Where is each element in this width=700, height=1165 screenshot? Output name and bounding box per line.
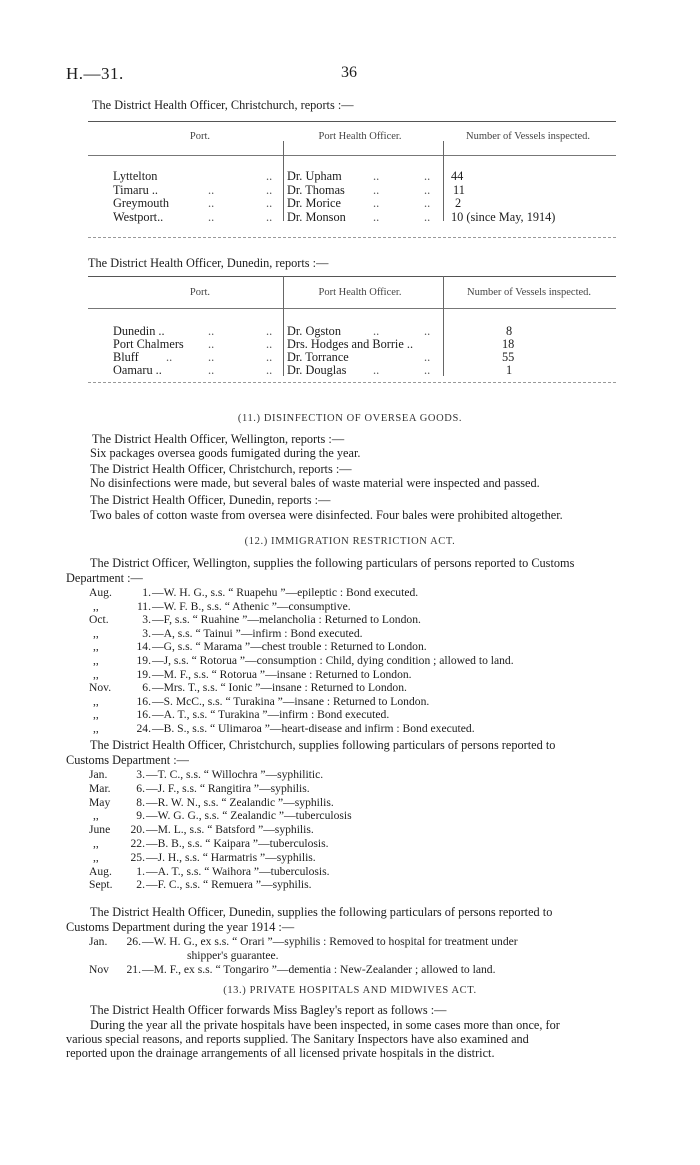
case-text: —A, s.s. “ Tainui ”—infirm : Bond executed. xyxy=(152,626,363,640)
section-heading-private-hospitals: (13.) PRIVATE HOSPITALS AND MIDWIVES ACT. xyxy=(223,985,477,996)
case-text: —A. T., s.s. “ Turakina ”—infirm : Bond executed. xyxy=(152,708,390,722)
paragraph-line: Two bales of cotton waste from oversea were disinfected. Four bales were prohibited altogether. xyxy=(90,508,563,522)
case-month: ,, xyxy=(93,599,99,613)
case-day: 24. xyxy=(136,722,151,735)
case-day: 3. xyxy=(142,626,151,640)
case-day: 16. xyxy=(136,694,151,708)
case-day: 2. xyxy=(136,878,145,892)
case-entry xyxy=(89,708,690,722)
case-month: ,, xyxy=(93,694,99,708)
case-entry xyxy=(89,640,690,654)
table-row: Port Chalmers .. .. Drs. Hodges and Borrie .. 18 xyxy=(113,337,515,351)
paragraph-line: The District Health Officer, Dunedin, reports :— xyxy=(90,493,331,507)
case-month: Aug. xyxy=(89,864,112,878)
case-day: 16. xyxy=(136,708,151,722)
case-entry xyxy=(89,782,690,796)
case-text: shipper's guarantee. xyxy=(187,949,279,962)
case-text: —W. H. G., ex s.s. “ Orari ”—syphilis : Removed to hospital for treatment under xyxy=(142,935,518,948)
case-day: 6. xyxy=(136,781,145,795)
case-text: —R. W. N., s.s. “ Zealandic ”—syphilis. xyxy=(146,795,334,809)
case-day: 1. xyxy=(136,864,145,878)
case-month: ,, xyxy=(93,708,99,722)
case-entry xyxy=(89,695,690,709)
column-header-port: Port. xyxy=(189,131,211,142)
officer-name: Dr. Douglas xyxy=(287,363,347,377)
case-day: 19. xyxy=(136,667,151,681)
case-month: ,, xyxy=(93,667,99,681)
paragraph-line: The District Health Officer, Christchurch, reports :— xyxy=(90,462,352,476)
dunedin-intro: The District Health Officer, Dunedin, reports :— xyxy=(88,256,329,270)
officer-name: Dr. Thomas xyxy=(287,183,345,197)
case-text: —J. F., s.s. “ Rangitira ”—syphilis. xyxy=(146,781,310,795)
officer-name: Dr. Ogston xyxy=(287,324,341,338)
case-text: —A. T., s.s. “ Waihora ”—tuberculosis. xyxy=(146,864,330,878)
case-month: ,, xyxy=(93,654,99,667)
case-text: —J. H., s.s. “ Harmatris ”—syphilis. xyxy=(146,850,316,864)
case-entry xyxy=(89,796,690,810)
paragraph-line: The District Health Officer, Wellington, reports :— xyxy=(92,432,345,446)
paragraph-line: Department :— xyxy=(66,571,143,585)
vessel-count: 44 xyxy=(451,169,464,183)
port-name: Timaru .. xyxy=(113,183,158,197)
table-row: Timaru .. .. .. Dr. Thomas .. .. 11 xyxy=(113,183,465,197)
table-row: Lyttelton .. Dr. Upham .. .. 44 xyxy=(113,169,464,183)
paragraph-line: Customs Department :— xyxy=(66,753,189,767)
port-name: Greymouth xyxy=(113,196,170,210)
case-text: —W. H. G., s.s. “ Ruapehu ”—epileptic : Bond executed. xyxy=(152,586,419,599)
paragraph-line: The District Officer, Wellington, supplies the following particulars of persons reported to Customs xyxy=(90,556,575,570)
case-entry xyxy=(89,586,690,600)
case-day: 26. xyxy=(126,935,141,948)
case-entry xyxy=(89,837,690,851)
section-heading-disinfection: (11.) DISINFECTION OF OVERSEA GOODS. xyxy=(237,413,463,424)
case-entry xyxy=(89,768,690,782)
paragraph-line: The District Health Officer, Christchurch, supplies following particulars of persons reported to xyxy=(90,738,556,752)
case-text: —T. C., s.s. “ Willochra ”—syphilitic. xyxy=(146,768,324,781)
case-text: —W. G. G., s.s. “ Zealandic ”—tuberculosis xyxy=(146,809,352,823)
case-month: Nov. xyxy=(89,681,112,695)
paragraph-line: Six packages oversea goods fumigated during the year. xyxy=(90,446,361,460)
table-row: Bluff .. .. .. Dr. Torrance .. 55 xyxy=(113,350,515,364)
paragraph-line: The District Health Officer forwards Miss Bagley's report as follows :— xyxy=(90,1003,447,1017)
case-text: —F. C., s.s. “ Remuera ”—syphilis. xyxy=(146,878,312,892)
case-month: Jan. xyxy=(89,768,108,781)
port-name: Bluff xyxy=(113,350,139,364)
port-name: Lyttelton xyxy=(113,169,158,183)
case-entry xyxy=(89,681,690,695)
table-row: Westport.. .. .. Dr. Monson .. .. 10 (since May, 1914) xyxy=(113,210,556,224)
case-entry xyxy=(89,963,690,977)
case-text: —Mrs. T., s.s. “ Ionic ”—insane : Returned to London. xyxy=(152,681,407,695)
column-header-officer: Port Health Officer. xyxy=(318,287,402,298)
case-entry xyxy=(89,654,690,668)
column-header-vessels: Number of Vessels inspected. xyxy=(466,287,592,298)
vessel-count: 55 xyxy=(502,350,515,364)
vessel-count: 10 (since May, 1914) xyxy=(451,210,556,224)
case-day: 3. xyxy=(142,613,151,627)
table-row: Oamaru .. .. .. Dr. Douglas .. .. 1 xyxy=(113,363,513,377)
case-entry xyxy=(89,865,690,879)
case-day: 3. xyxy=(136,768,145,781)
case-day: 14. xyxy=(136,640,151,654)
vessel-count: 2 xyxy=(455,196,462,210)
port-name: Port Chalmers xyxy=(113,337,184,351)
case-month: Aug. xyxy=(89,586,112,599)
case-day: 22. xyxy=(130,837,145,850)
case-day: 6. xyxy=(142,681,151,695)
case-month: May xyxy=(89,795,111,809)
case-month: ,, xyxy=(93,850,99,864)
paragraph-line: No disinfections were made, but several bales of waste material were inspected and passed. xyxy=(90,476,540,490)
case-month: Sept. xyxy=(89,878,113,892)
report-code: H.—31. xyxy=(66,64,124,83)
case-text: —F, s.s. “ Ruahine ”—melancholia : Returned to London. xyxy=(152,613,421,627)
case-text: —W. F. B., s.s. “ Athenic ”—consumptive. xyxy=(152,599,351,613)
case-text: —M. F., s.s. “ Rotorua ”—insane : Returned to London. xyxy=(152,667,412,681)
case-month: ,, xyxy=(93,722,99,735)
table-row: Greymouth .. .. Dr. Morice .. .. 2 xyxy=(113,196,462,210)
case-entry xyxy=(89,613,690,627)
case-entry xyxy=(89,722,690,736)
case-text: —M. F., ex s.s. “ Tongariro ”—dementia : New-Zealander ; allowed to land. xyxy=(142,963,496,976)
case-entry xyxy=(89,935,690,949)
officer-name: Drs. Hodges and Borrie .. xyxy=(287,337,414,351)
paragraph-line: Customs Department during the year 1914 :— xyxy=(66,920,295,934)
case-day: 9. xyxy=(136,809,145,823)
port-name: Westport.. xyxy=(113,210,164,224)
officer-name: Dr. Upham xyxy=(287,169,342,183)
paragraph-line: various special reasons, and reports supplied. The Sanitary Inspectors have also examined and xyxy=(66,1032,529,1046)
case-entry xyxy=(89,627,690,641)
case-day: 19. xyxy=(136,654,151,667)
case-entry xyxy=(89,949,690,963)
paragraph-line: During the year all the private hospitals have been inspected, in some cases more than once, for xyxy=(90,1018,560,1032)
paragraph-line: The District Health Officer, Dunedin, supplies the following particulars of persons reported to xyxy=(90,905,553,919)
table-row: Dunedin .. .. .. Dr. Ogston .. .. 8 xyxy=(113,324,513,338)
case-month: ,, xyxy=(93,640,99,654)
case-entry xyxy=(89,668,690,682)
christchurch-ports-table xyxy=(88,121,616,243)
case-day: 8. xyxy=(136,795,145,809)
port-name: Oamaru .. xyxy=(113,363,162,377)
case-text: —S. McC., s.s. “ Turakina ”—insane : Returned to London. xyxy=(152,694,430,708)
case-text: —G, s.s. “ Marama ”—chest trouble : Returned to London. xyxy=(152,640,427,654)
case-text: —M. L., s.s. “ Batsford ”—syphilis. xyxy=(146,823,314,837)
case-month: Nov xyxy=(89,963,109,976)
section-heading-immigration: (12.) IMMIGRATION RESTRICTION ACT. xyxy=(244,536,456,547)
case-day: 25. xyxy=(130,850,145,864)
case-day: 20. xyxy=(130,823,145,837)
officer-name: Dr. Torrance xyxy=(287,350,349,364)
column-header-officer: Port Health Officer. xyxy=(318,131,402,142)
case-text: —J, s.s. “ Rotorua ”—consumption : Child, dying condition ; allowed to land. xyxy=(152,654,514,667)
vessel-count: 18 xyxy=(502,337,515,351)
case-month: ,, xyxy=(93,626,99,640)
case-month: ,, xyxy=(93,809,99,823)
column-header-vessels: Number of Vessels inspected. xyxy=(465,131,591,142)
case-entry xyxy=(89,823,690,837)
paragraph-line: reported upon the drainage arrangements of all licensed private hospitals in the district. xyxy=(66,1046,495,1060)
case-month: Mar. xyxy=(89,781,111,795)
case-month: Oct. xyxy=(89,613,109,627)
case-day: 1. xyxy=(142,586,151,599)
case-text: —B. S., s.s. “ Ulimaroa ”—heart-disease and infirm : Bond executed. xyxy=(152,722,475,735)
case-month: Jan. xyxy=(89,935,108,948)
christchurch-intro: The District Health Officer, Christchurch, reports :— xyxy=(92,98,354,112)
dunedin-ports-table xyxy=(88,276,616,386)
case-month: June xyxy=(89,823,111,837)
case-entry xyxy=(89,809,690,823)
officer-name: Dr. Monson xyxy=(287,210,346,224)
port-name: Dunedin .. xyxy=(113,324,165,338)
case-text: —B. B., s.s. “ Kaipara ”—tuberculosis. xyxy=(146,837,329,850)
officer-name: Dr. Morice xyxy=(287,196,341,210)
vessel-count: 1 xyxy=(506,363,513,377)
vessel-count: 8 xyxy=(506,324,513,338)
case-entry xyxy=(89,878,690,892)
case-entry xyxy=(89,600,690,614)
column-header-port: Port. xyxy=(189,287,211,298)
case-day: 11. xyxy=(136,599,151,613)
case-month: ,, xyxy=(93,837,99,850)
case-day: 21. xyxy=(126,963,141,976)
vessel-count: 11 xyxy=(453,183,465,197)
page-number: 36 xyxy=(341,64,357,81)
case-entry xyxy=(89,851,690,865)
